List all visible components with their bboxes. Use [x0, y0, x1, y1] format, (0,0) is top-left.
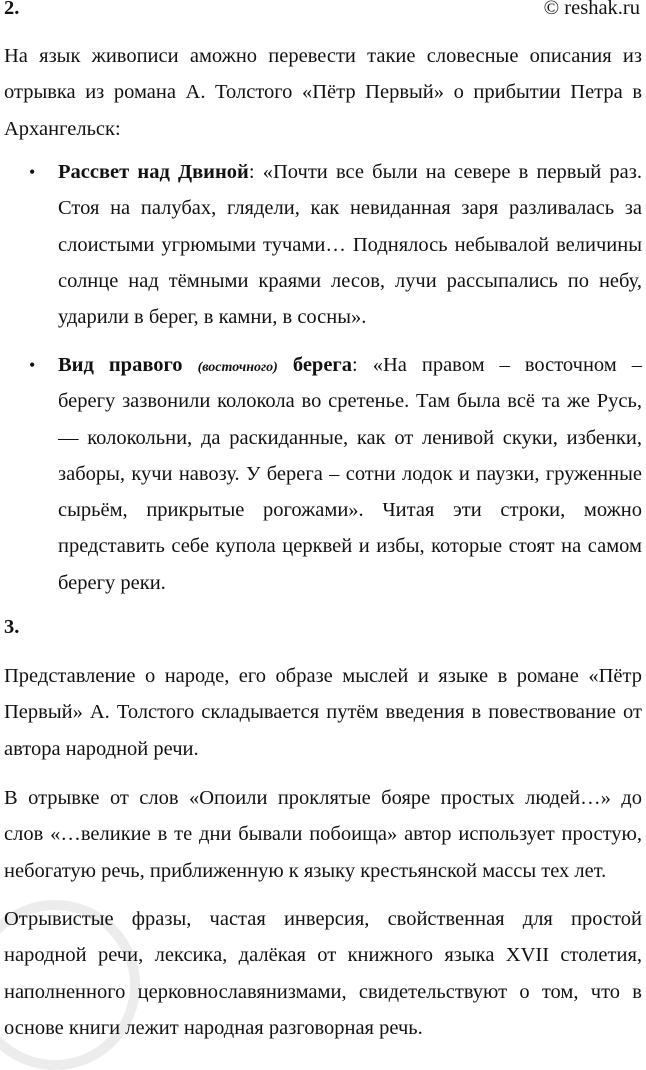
text-line: солнце над тёмными краями лесов, лучи рассыпались по небу, — [58, 269, 642, 292]
text-line: — колокольни, да раскиданные, как от ленивой скуки, избенки, — [58, 426, 642, 449]
bullet-item-right-bank — [58, 347, 642, 601]
bullet-title-note: (восточного) — [197, 360, 278, 375]
task-number: 2. — [4, 0, 20, 19]
text-segment: : «На правом – восточном – — [351, 354, 643, 376]
text-line: слоистыми угрюмыми тучами… Поднялось небывалой величины — [58, 233, 642, 256]
bullet-title: Вид правого — [58, 354, 183, 376]
text-line — [58, 347, 642, 383]
text-line: На язык живописи аможно перевести такие словесные описания из — [4, 45, 642, 67]
text-line: автора народной речи. — [4, 737, 199, 760]
task-number: 3. — [4, 616, 20, 638]
text-segment: : «Почти все были на севере в первый раз. — [248, 161, 642, 183]
text-line: Первый» А. Толстого складывается путём введения в повествование от — [4, 701, 642, 724]
text-line — [58, 154, 642, 190]
page-header — [4, 0, 640, 26]
copyright: © reshak.ru — [543, 0, 640, 19]
text-line: основе книги лежит народная разговорная речь. — [4, 1016, 423, 1039]
text-line: представить себе купола церквей и избы, которые стоят на самом — [58, 535, 642, 558]
text-line: небогатую речь, приближенную к языку крестьянской массы тех лет. — [4, 859, 607, 882]
text-line: Представление о народе, его образе мыслей и языке в романе «Пётр — [4, 665, 642, 687]
paragraph-intro — [4, 38, 642, 147]
bullet-item-dawn — [58, 154, 642, 335]
paragraph — [4, 780, 642, 889]
bullet-title: Рассвет над Двиной — [58, 161, 249, 183]
text-line: заборы, кучи навозу. У берега – сотни лодок и паузки, груженные — [58, 462, 642, 485]
text-line: слов «…великие в те дни бывали побоища» автор использует простую, — [4, 823, 642, 846]
section-heading — [4, 609, 642, 645]
text-line: народной речи, лексика, далёкая от книжного языка XVII столетия, — [4, 944, 642, 967]
paragraph — [4, 658, 642, 767]
text-line: сырьём, прикрытые рогожами». Читая эти строки, можно — [58, 499, 642, 522]
bullet-title: берега — [292, 354, 352, 376]
bullet-icon: • — [29, 162, 36, 182]
paragraph — [4, 901, 642, 1046]
text-line: отрывка из романа А. Толстого «Пётр Первый» о прибытии Петра в — [4, 81, 642, 104]
text-line: В отрывке от слов «Опоили проклятые бояре простых людей…» до — [4, 787, 642, 809]
bullet-icon: • — [29, 355, 36, 375]
text-line: Отрывистые фразы, частая инверсия, свойственная для простой — [4, 908, 642, 930]
text-line: Стоя на палубах, глядели, как невиданная заря разливалась за — [58, 197, 642, 220]
text-line: берегу реки. — [58, 571, 166, 594]
text-line: берегу зазвонили колокола во сретенье. Там была всё та же Русь, — [58, 390, 642, 413]
text-line: ударили в берег, в камни, в сосны». — [58, 306, 367, 329]
text-line: наполненного церковнославянизмами, свидетельствуют о том, что в — [4, 980, 642, 1003]
text-line: Архангельск: — [4, 117, 121, 140]
